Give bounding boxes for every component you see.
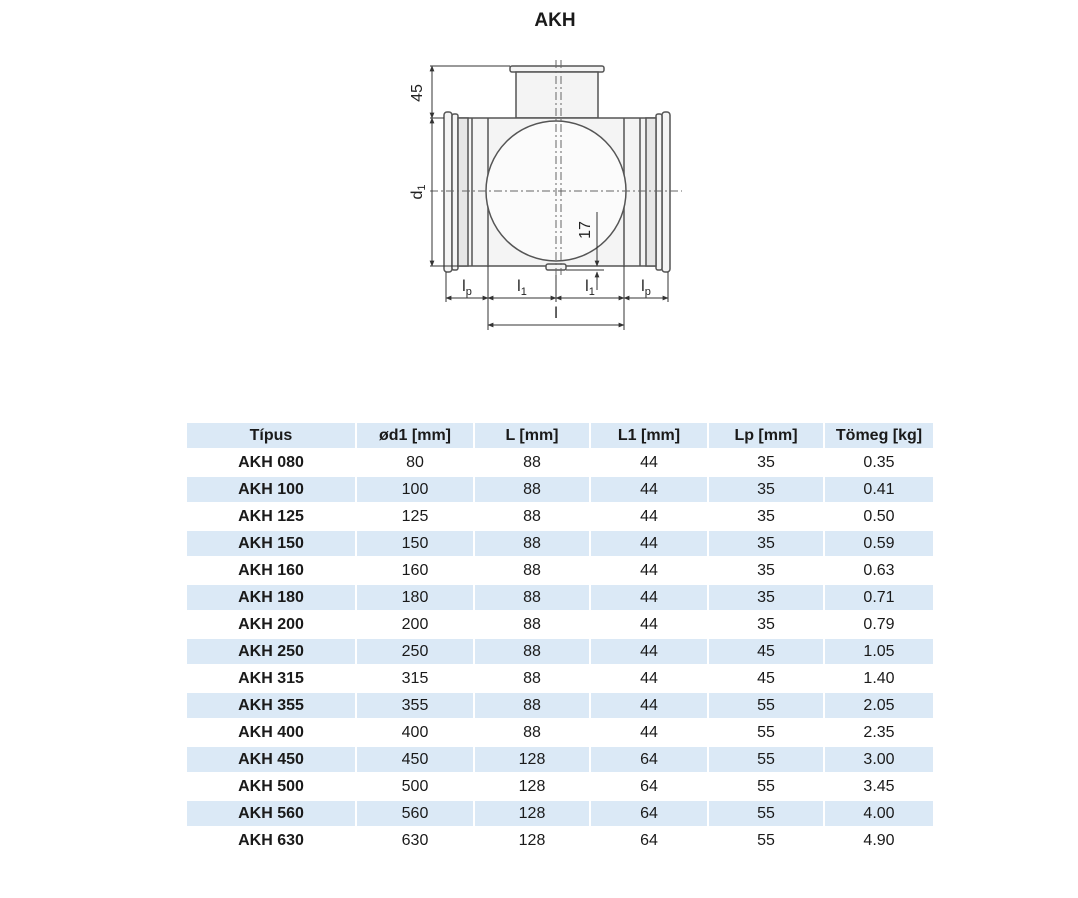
cell-lp: 55: [707, 747, 823, 772]
dim-17-label: 17: [577, 221, 594, 239]
cell-lp: 35: [707, 504, 823, 529]
cell-l: 88: [473, 585, 589, 610]
cell-d1: 160: [355, 558, 473, 583]
dim-l1-left-label: $l_1$: [517, 278, 527, 298]
dim-lp-right-label: $l_p$: [641, 278, 651, 298]
cell-tomeg: 0.41: [823, 477, 933, 502]
table-header-row: [187, 423, 933, 448]
table-row: [187, 612, 933, 637]
table-row: [187, 585, 933, 610]
cell-tipus: AKH 500: [238, 777, 304, 795]
cell-lp: 35: [707, 531, 823, 556]
cell-l: 128: [473, 747, 589, 772]
cell-d1: 80: [355, 450, 473, 475]
outlet-spigot: [510, 66, 604, 118]
akh-technical-drawing: [0, 0, 1078, 400]
dim-l-label: l: [554, 305, 558, 322]
cell-tipus: AKH 080: [238, 453, 304, 471]
specification-table: [187, 421, 933, 855]
cell-l1: 44: [589, 558, 707, 583]
page-title: AKH: [534, 10, 576, 31]
cell-l: 88: [473, 531, 589, 556]
cell-d1: 500: [355, 774, 473, 799]
cell-lp: 35: [707, 477, 823, 502]
cell-l1: 64: [589, 828, 707, 853]
cell-l1: 44: [589, 639, 707, 664]
cell-d1: 355: [355, 693, 473, 718]
cell-tomeg: 0.50: [823, 504, 933, 529]
cell-tipus: AKH 160: [238, 561, 304, 579]
cell-lp: 55: [707, 720, 823, 745]
cell-l1: 44: [589, 477, 707, 502]
cell-d1: 125: [355, 504, 473, 529]
cell-tipus: AKH 355: [187, 693, 355, 718]
dim-l1-right-label: $l_1$: [585, 278, 595, 298]
cell-l1: 64: [589, 747, 707, 772]
cell-d1: 150: [355, 531, 473, 556]
cell-tipus: AKH 100: [187, 477, 355, 502]
table-row: [187, 450, 933, 475]
col-header-d1: ød1 [mm]: [355, 423, 473, 448]
table-row: [187, 801, 933, 826]
cell-l1: 44: [589, 612, 707, 637]
table-row: [187, 693, 933, 718]
cell-d1: 450: [355, 747, 473, 772]
col-header-l1: L1 [mm]: [589, 423, 707, 448]
table-row: [187, 666, 933, 691]
cell-l1: 44: [589, 531, 707, 556]
cell-tomeg: 3.45: [823, 774, 933, 799]
cell-l: 88: [473, 450, 589, 475]
cell-tomeg: 1.40: [823, 666, 933, 691]
cell-l: 128: [473, 801, 589, 826]
cell-tomeg: 0.59: [823, 531, 933, 556]
cell-lp: 45: [707, 639, 823, 664]
cell-tipus: AKH 315: [238, 669, 304, 687]
main-body: [444, 112, 670, 272]
col-header-tomeg: Tömeg [kg]: [823, 423, 933, 448]
cell-l1: 64: [589, 801, 707, 826]
cell-tomeg: 0.71: [823, 585, 933, 610]
cell-tomeg: 4.00: [823, 801, 933, 826]
cell-l: 88: [473, 504, 589, 529]
cell-d1: 180: [355, 585, 473, 610]
cell-tomeg: 4.90: [823, 828, 933, 853]
cell-lp: 55: [707, 801, 823, 826]
cell-l1: 64: [589, 774, 707, 799]
table-row: [187, 774, 933, 799]
cell-lp: 35: [707, 558, 823, 583]
cell-l: 88: [473, 477, 589, 502]
cell-tomeg: 0.79: [823, 612, 933, 637]
col-header-l: L [mm]: [473, 423, 589, 448]
cell-d1: 400: [355, 720, 473, 745]
cell-l1: 44: [589, 666, 707, 691]
cell-tomeg: 0.35: [823, 450, 933, 475]
dim-d1-label: d1: [409, 184, 428, 200]
cell-tipus: AKH 200: [238, 615, 304, 633]
cell-l: 128: [473, 774, 589, 799]
cell-l1: 44: [589, 504, 707, 529]
cell-lp: 55: [707, 828, 823, 853]
cell-d1: 630: [355, 828, 473, 853]
cell-lp: 45: [707, 666, 823, 691]
dim-lp-left-label: $l_p$: [462, 278, 472, 298]
cell-l1: 44: [589, 585, 707, 610]
dim-45: [430, 66, 510, 118]
table-row: [187, 828, 933, 853]
table-row: [187, 477, 933, 502]
cell-l1: 44: [589, 720, 707, 745]
cell-lp: 55: [707, 693, 823, 718]
cell-d1: 100: [355, 477, 473, 502]
cell-tomeg: 1.05: [823, 639, 933, 664]
cell-l: 88: [473, 639, 589, 664]
cell-tomeg: 3.00: [823, 747, 933, 772]
cell-l: 88: [473, 612, 589, 637]
cell-l: 88: [473, 720, 589, 745]
cell-tipus: AKH 125: [238, 507, 304, 525]
cell-tipus: AKH 450: [187, 747, 355, 772]
table-row: [187, 531, 933, 556]
cell-tipus: AKH 630: [238, 831, 304, 849]
dim-45-label: 45: [409, 84, 426, 102]
cell-lp: 35: [707, 585, 823, 610]
cell-l1: 44: [589, 450, 707, 475]
table-row: [187, 720, 933, 745]
cell-tipus: AKH 560: [187, 801, 355, 826]
cell-tipus: AKH 250: [187, 639, 355, 664]
cell-l: 88: [473, 558, 589, 583]
table-row: [187, 504, 933, 529]
cell-lp: 35: [707, 612, 823, 637]
table-row: [187, 558, 933, 583]
col-header-tipus: Típus: [187, 423, 355, 448]
cell-d1: 560: [355, 801, 473, 826]
cell-tipus: AKH 180: [187, 585, 355, 610]
cell-tomeg: 2.35: [823, 720, 933, 745]
cell-lp: 35: [707, 450, 823, 475]
table-row: [187, 747, 933, 772]
cell-tomeg: 2.05: [823, 693, 933, 718]
cell-l: 88: [473, 666, 589, 691]
cell-tipus: AKH 400: [238, 723, 304, 741]
cell-tomeg: 0.63: [823, 558, 933, 583]
col-header-lp: Lp [mm]: [707, 423, 823, 448]
table-row: [187, 639, 933, 664]
cell-tipus: AKH 150: [187, 531, 355, 556]
cell-lp: 55: [707, 774, 823, 799]
cell-l: 88: [473, 693, 589, 718]
cell-l: 128: [473, 828, 589, 853]
cell-d1: 250: [355, 639, 473, 664]
cell-d1: 315: [355, 666, 473, 691]
cell-d1: 200: [355, 612, 473, 637]
cell-l1: 44: [589, 693, 707, 718]
